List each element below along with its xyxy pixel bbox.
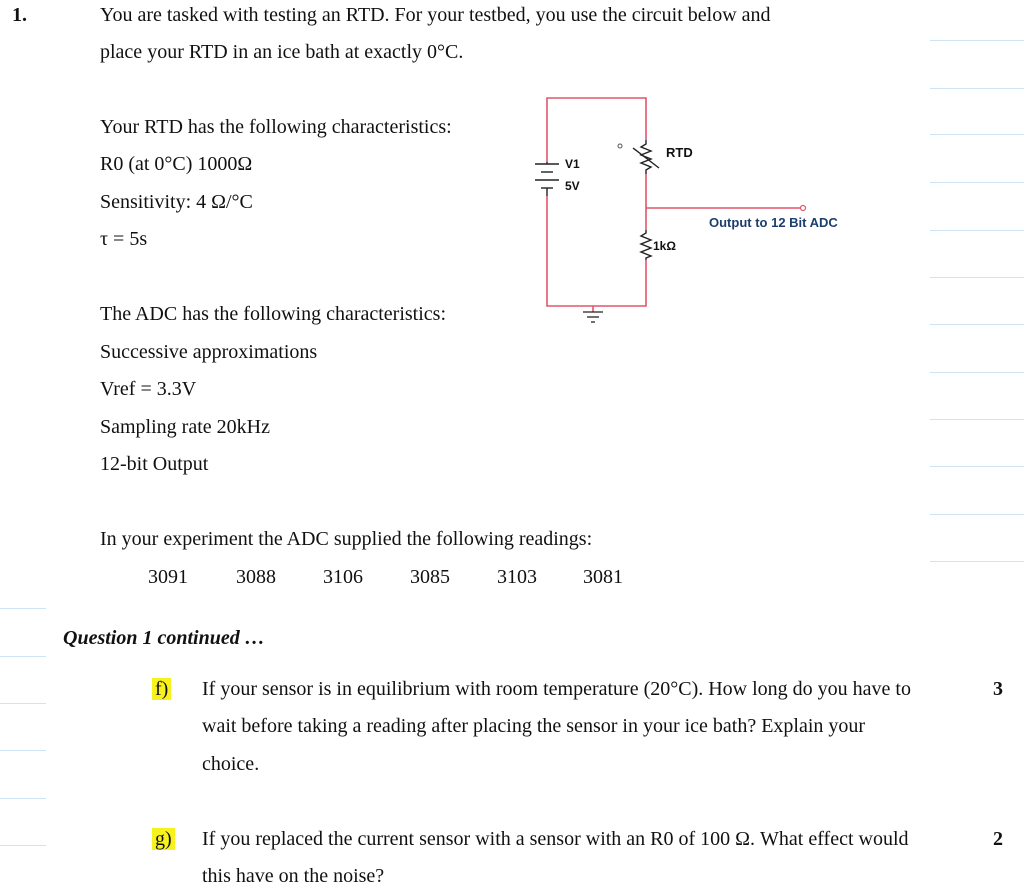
margin-rule [0,703,46,704]
source-value: 5V [565,179,580,193]
reading-value: 3091 [148,566,188,588]
output-label: Output to 12 Bit ADC [709,215,838,230]
circuit-diagram [525,90,885,340]
margin-rule [930,324,1024,325]
adc-type: Successive approximations [100,341,318,363]
intro-line-2: place your RTD in an ice bath at exactly 0°C. [100,41,464,63]
margin-rule [0,845,46,846]
part-text-line-1: If your sensor is in equilibrium with room temperature (20°C). How long do you have to [202,678,911,700]
source-name: V1 [565,157,580,171]
output-terminal [801,206,806,211]
rtd-tau: τ = 5s [100,228,148,250]
margin-rule [930,561,1024,562]
margin-rule [930,88,1024,89]
wire-top [547,98,646,162]
margin-rule [930,277,1024,278]
rtd-sensitivity: Sensitivity: 4 Ω/°C [100,191,253,213]
margin-rule [930,419,1024,420]
margin-rule [930,40,1024,41]
part-letter: f) [152,678,171,701]
part-letter: g) [152,828,175,851]
resistor-symbol [641,230,651,260]
rtd-r0: R0 (at 0°C) 1000Ω [100,153,253,175]
circuit-wires [547,98,801,312]
adc-output: 12-bit Output [100,453,209,475]
part-text-line-3: choice. [202,753,260,775]
reading-value: 3085 [410,566,450,588]
experiment-text: In your experiment the ADC supplied the following readings: [100,528,593,550]
reading-value: 3106 [323,566,363,588]
reading-value: 3081 [583,566,623,588]
rtd-label: RTD [666,145,693,160]
resistor-label: 1kΩ [653,239,676,253]
margin-rule [0,608,46,609]
margin-rule [930,372,1024,373]
margin-rule [0,798,46,799]
question-number: 1. [12,4,27,26]
adc-heading: The ADC has the following characteristics: [100,303,447,325]
margin-rule [930,514,1024,515]
margin-rule [930,134,1024,135]
adc-sampling: Sampling rate 20kHz [100,416,270,438]
margin-rule [0,750,46,751]
rtd-symbol [633,140,659,174]
rtd-heading: Your RTD has the following characteristics: [100,116,452,138]
margin-rule [930,230,1024,231]
margin-rule [930,466,1024,467]
readings-row [148,566,623,589]
part-text-line-1: If you replaced the current sensor with a sensor with an R0 of 100 Ω. What effect would [202,828,909,850]
reading-value: 3103 [497,566,537,588]
battery-symbol [535,162,559,196]
continued-heading: Question 1 continued … [63,627,265,649]
ground-symbol [583,312,603,322]
rtd-terminal [618,144,622,148]
wire-bottom [547,196,646,306]
part-marks: 3 [993,678,1003,700]
margin-rule [930,182,1024,183]
margin-rule [0,656,46,657]
part-marks: 2 [993,828,1003,850]
reading-value: 3088 [236,566,276,588]
part-text-line-2: this have on the noise? [202,865,385,887]
intro-line-1: You are tasked with testing an RTD. For your testbed, you use the circuit below and [100,4,771,26]
adc-vref: Vref = 3.3V [100,378,197,400]
part-text-line-2: wait before taking a reading after placing the sensor in your ice bath? Explain your [202,715,866,737]
